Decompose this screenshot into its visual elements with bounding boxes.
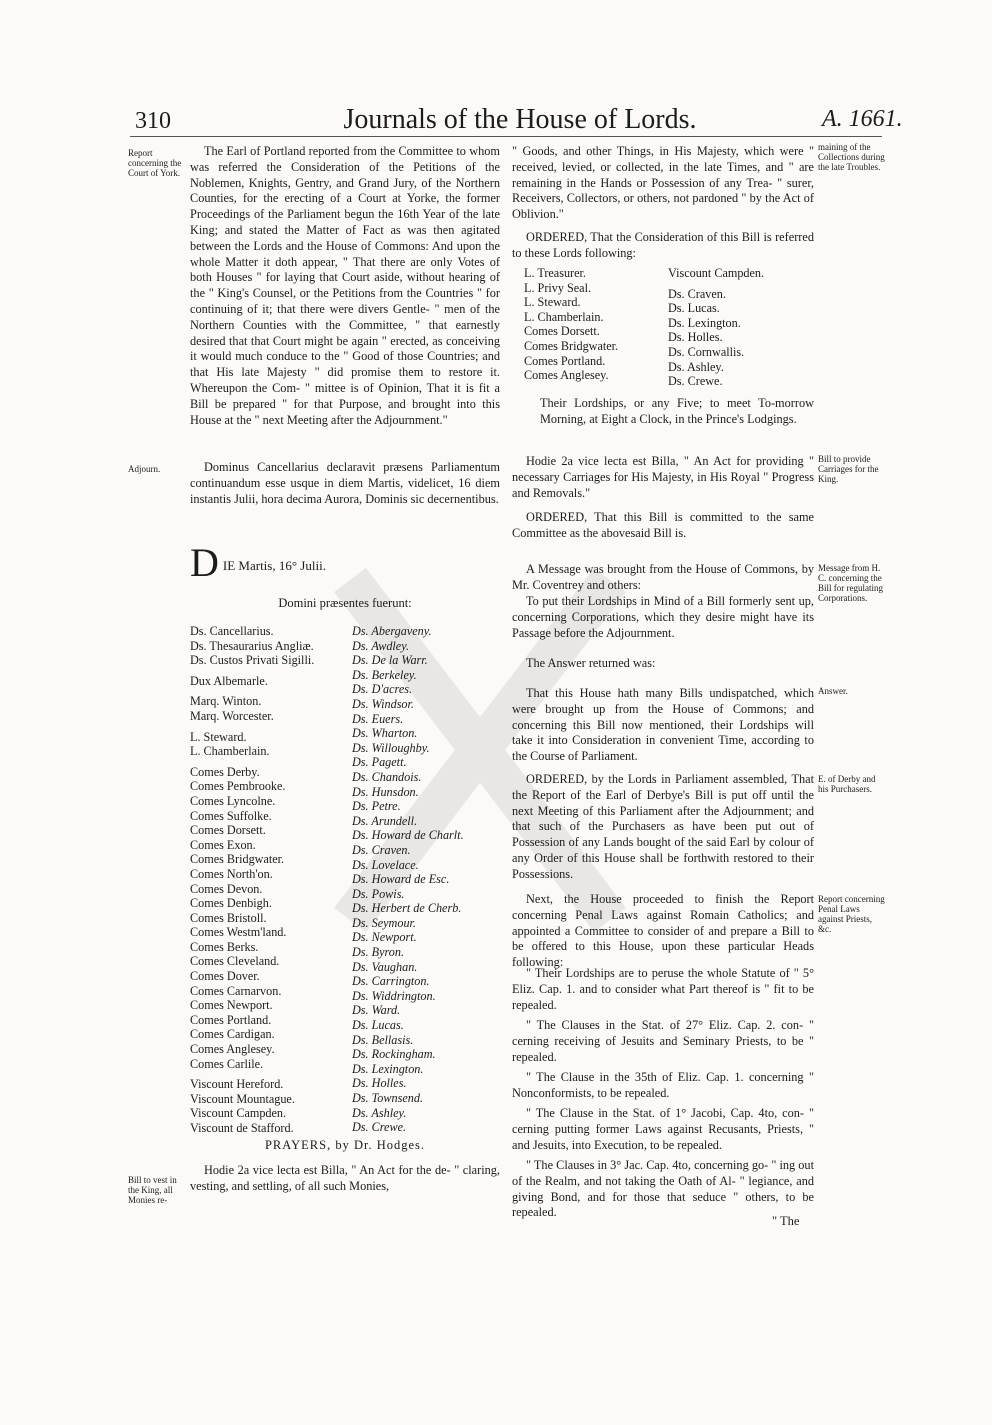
lord-name: Ds. Berkeley. <box>352 667 417 682</box>
lord-name: Comes Berks. <box>190 939 259 954</box>
lord-name: Comes Westm'land. <box>190 925 287 940</box>
lord-name: Ds. Bellasis. <box>352 1032 414 1047</box>
lord-name: Viscount Campden. <box>190 1106 287 1121</box>
lord-name: Comes Derby. <box>190 764 260 779</box>
committee-member: Ds. Lucas. <box>668 301 720 316</box>
lord-name: Ds. Vaughan. <box>352 959 418 974</box>
penal-laws-text: Next, the House proceeded to finish the Report concerning Penal Laws against Romain Catholics; and appointed a Committee to consider of and prepare a Bill to be offered to this House, upon these particular Heads following: <box>512 892 814 970</box>
lord-name: Comes Bridgwater. <box>190 852 285 867</box>
carriages-bill-text: Hodie 2a vice lecta est Billa, " An Act for providing " necessary Carriages for His Majesty, in His Royal " Progress and Removals." <box>512 454 814 500</box>
put-in-mind-text: To put their Lordships in Mind of a Bill formerly sent up, concerning Corporations, which they desire might have its Passage before the Adjournment. <box>512 594 814 640</box>
margin-note-york: Report concerning the Court of York. <box>128 148 182 178</box>
lord-name: Ds. Lexington. <box>352 1061 424 1076</box>
their-lordships-text: Their Lordships, or any Five; to meet To-morrow Morning, at Eight a Clock, in the Prince's Lodgings. <box>540 396 814 426</box>
lord-name: Ds. Willoughby. <box>352 740 430 755</box>
lord-name: Viscount de Stafford. <box>190 1121 294 1135</box>
answer-heading: The Answer returned was: <box>526 656 656 670</box>
lord-name: Ds. Townsend. <box>352 1091 423 1105</box>
lord-name: Marq. Worcester. <box>190 708 274 723</box>
answer-text: That this House hath many Bills undispatched, which were brought up from the House of Commons; and concerning this Bill now mentioned, their Lordships will take it into Consideration in convenient Time, according to the Course of Parliament. <box>512 686 814 764</box>
lord-name: Ds. Crewe. <box>352 1120 407 1135</box>
lord-name: Ds. Holles. <box>352 1076 407 1091</box>
goods-continuation: " Goods, and other Things, in His Majesty, which were " received, levied, or collected, in the late Times, and " are remaining in the Hands or Possession of any Trea- " surer, Receivers, Collectors, or others, not pardoned " by the Act of Oblivion." <box>512 144 814 222</box>
committee-member: Ds. Ashley. <box>668 359 724 374</box>
lord-name: Comes Newport. <box>190 998 273 1013</box>
committee-member: L. Privy Seal. <box>524 280 592 295</box>
lord-name: Comes Carlile. <box>190 1056 264 1071</box>
lord-name: Ds. Lucas. <box>352 1018 404 1033</box>
portland-report: The Earl of Portland reported from the Committee to whom was referred the Consideration of the Petitions of the Noblemen, Knights, Gentry, and Grand Jury, of the Northern Counties, for the erecting of a Court at Yorke, the former Proceedings of the Parliament begun the 16th Year of the late King; and stated the Matter of Fact as was then agitated between the Lords and the House of Commons: And upon the whole Matter it doth appear, " That there are only Votes of both Houses " for laying that Court aside, without hearing of the " King's Counsel, or the Petitions from the Countries " for continuing of it; that there were divers Gentle- " men of the Northern Counties with the Committee, " that earnestly desired that that Court might be again " erected, as conceiving it would much conduce to the " Good of those Countries; and that His late Majesty " did promise them to restore it. Whereupon the Com- " mittee is of Opinion, That it is fit a Bill be prepared " for that Purpose, and brought into this House at the " next Meeting after the Adjournment." <box>190 144 500 427</box>
margin-note-bill-vest: Bill to vest in the King, all Monies re- <box>128 1175 177 1205</box>
lord-name: Ds. Seymour. <box>352 915 416 930</box>
lord-name: Ds. De la Warr. <box>352 653 428 668</box>
lord-name: Ds. Abergaveny. <box>352 624 432 638</box>
lord-name: Comes Denbigh. <box>190 896 272 911</box>
lord-name: Comes Portland. <box>190 1012 272 1027</box>
head-3: " The Clause in the 35th of Eliz. Cap. 1. concerning " Nonconformists, to be repealed. <box>512 1070 814 1100</box>
catchword: " The <box>772 1214 800 1228</box>
adjournment-text: Dominus Cancellarius declaravit præsens Parliamentum continuandum esse usque in diem Martis, videlicet, 16 diem instantis Julii, hora decima Aurora, Dominis sic decernentibus. <box>190 460 500 506</box>
lord-name: Ds. Herbert de Cherb. <box>352 901 462 916</box>
lord-name: Ds. Newport. <box>352 930 417 945</box>
margin-note-message: Message from H. C. concerning the Bill for regulating Corporations. <box>818 563 883 603</box>
margin-note-carriages: Bill to provide Carriages for the King. <box>818 454 879 484</box>
head-5: " The Clauses in 3° Jac. Cap. 4to, concerning go- " ing out of the Realm, and not taking the Oath of Al- " legiance, and giving Bond, and for those that seduce " others, to be repealed. <box>512 1158 814 1220</box>
committee-member: Comes Anglesey. <box>524 368 609 383</box>
lord-name: Ds. Arundell. <box>352 813 418 828</box>
lords-present-column-2 <box>352 624 502 1135</box>
lord-name: Comes Dover. <box>190 969 260 984</box>
lord-name: Ds. Euers. <box>352 711 404 726</box>
lord-name: Comes Cleveland. <box>190 954 280 969</box>
lord-name: Ds. Powis. <box>352 886 405 901</box>
ordered-committee: ORDERED, That the Consideration of this Bill is referred to these Lords following: <box>512 230 814 260</box>
lord-name: Comes Dorsett. <box>190 823 266 838</box>
ordered-same-committee: ORDERED, That this Bill is committed to the same Committee as the abovesaid Bill is. <box>512 510 814 540</box>
head-1: " Their Lordships are to peruse the whole Statute of " 5° Eliz. Cap. 1. and to consider what Part thereof is " fit to be repealed. <box>512 966 814 1012</box>
lord-name: Ds. Hunsdon. <box>352 784 419 799</box>
page-number: 310 <box>135 108 171 134</box>
lord-name: Ds. Thesaurarius Angliæ. <box>190 638 314 653</box>
lord-name: Ds. Pagett. <box>352 755 407 770</box>
committee-column-2 <box>668 266 808 389</box>
margin-note-adjourn: Adjourn. <box>128 464 161 474</box>
lord-name: Comes Cardigan. <box>190 1027 275 1042</box>
committee-member: Comes Bridgwater. <box>524 338 619 353</box>
lord-name: Ds. Rockingham. <box>352 1047 436 1062</box>
prayers-heading: PRAYERS, by Dr. Hodges. <box>264 1138 426 1152</box>
lord-name: Viscount Hereford. <box>190 1077 284 1092</box>
committee-member: L. Chamberlain. <box>524 309 604 324</box>
lord-name: Dux Albemarle. <box>190 673 268 688</box>
committee-member: Comes Portland. <box>524 353 606 368</box>
committee-member: Ds. Holles. <box>668 330 723 345</box>
committee-member: Viscount Campden. <box>668 266 765 280</box>
committee-member: Ds. Cornwallis. <box>668 344 745 359</box>
margin-note-answer: Answer. <box>818 686 848 696</box>
lord-name: Ds. Cancellarius. <box>190 624 274 638</box>
head-4: " The Clause in the Stat. of 1° Jacobi, Cap. 4to, con- " cerning putting former Laws against Recusants, Priests, " and Jesuits, into Execution, to be repealed. <box>512 1106 814 1152</box>
lord-name: Comes Exon. <box>190 837 256 852</box>
page-year: A. 1661. <box>822 106 903 132</box>
lord-name: Marq. Winton. <box>190 694 262 709</box>
lord-name: Comes Devon. <box>190 881 263 896</box>
margin-note-penal: Report concerning Penal Laws against Priests, &c. <box>818 894 885 934</box>
lord-name: Comes Carnarvon. <box>190 983 282 998</box>
lord-name: Ds. Chandois. <box>352 769 422 784</box>
lord-name: Ds. Byron. <box>352 945 405 960</box>
drop-cap: D <box>190 540 219 585</box>
lord-name: Comes Pembrooke. <box>190 779 286 794</box>
margin-note-derby: E. of Derby and his Purchasers. <box>818 774 876 794</box>
lord-name: L. Chamberlain. <box>190 744 270 759</box>
lord-name: Ds. Ward. <box>352 1003 401 1018</box>
lord-name: Ds. Howard de Charlt. <box>352 828 464 843</box>
header-rule <box>130 136 882 137</box>
lord-name: Ds. Petre. <box>352 799 401 814</box>
page-title: Journals of the House of Lords. <box>343 104 697 135</box>
lord-name: Comes Anglesey. <box>190 1042 275 1057</box>
committee-member: Ds. Lexington. <box>668 315 741 330</box>
bill-vest-text: Hodie 2a vice lecta est Billa, " An Act for the de- " claring, vesting, and settling, of all such Monies, <box>190 1163 500 1193</box>
day-heading-text: IE Martis, 16° Julii. <box>222 558 326 573</box>
lord-name: Ds. Lovelace. <box>352 857 419 872</box>
lords-present-column-1 <box>190 624 350 1136</box>
lord-name: Ds. Howard de Esc. <box>352 872 450 887</box>
ordered-derby: ORDERED, by the Lords in Parliament assembled, That the Report of the Earl of Derbye's Bill is put off until the next Meeting of this Parliament after the Adjournment; and that such of the Purchasers as have been put out of Possession of any Lands bought of the said Earl by colour of any Order of this House shall be forthwith restored to their Possessions. <box>512 772 814 881</box>
lord-name: Ds. D'acres. <box>352 682 413 697</box>
lord-name: Comes Lyncolne. <box>190 793 276 808</box>
day-heading <box>190 540 500 585</box>
committee-member: Comes Dorsett. <box>524 324 600 339</box>
lord-name: Ds. Custos Privati Sigilli. <box>190 653 315 668</box>
lord-name: Comes Suffolke. <box>190 808 272 823</box>
lord-name: L. Steward. <box>190 729 247 744</box>
lord-name: Ds. Windsor. <box>352 696 414 711</box>
committee-member: Ds. Crewe. <box>668 374 723 389</box>
lord-name: Comes Bristoll. <box>190 910 267 925</box>
committee-member: Ds. Craven. <box>668 286 726 301</box>
lord-name: Ds. Wharton. <box>352 726 418 741</box>
committee-member: L. Treasurer. <box>524 266 586 280</box>
committee-column-1 <box>524 266 664 383</box>
head-2: " The Clauses in the Stat. of 27° Eliz. Cap. 2. con- " cerning receiving of Jesuits and Seminary Priests, to be " repealed. <box>512 1018 814 1064</box>
committee-member: L. Steward. <box>524 295 581 310</box>
lord-name: Viscount Mountague. <box>190 1091 295 1106</box>
lord-name: Ds. Widdrington. <box>352 988 436 1003</box>
lord-name: Ds. Carrington. <box>352 974 430 989</box>
lord-name: Ds. Ashley. <box>352 1105 407 1120</box>
lord-name: Ds. Awdley. <box>352 638 409 653</box>
margin-note-monies: maining of the Collections during the late Troubles. <box>818 142 885 172</box>
lord-name: Comes North'on. <box>190 866 273 881</box>
message-text: A Message was brought from the House of Commons, by Mr. Coventrey and others: <box>512 562 814 592</box>
domini-heading: Domini præsentes fuerunt: <box>278 596 412 610</box>
lord-name: Ds. Craven. <box>352 842 411 857</box>
